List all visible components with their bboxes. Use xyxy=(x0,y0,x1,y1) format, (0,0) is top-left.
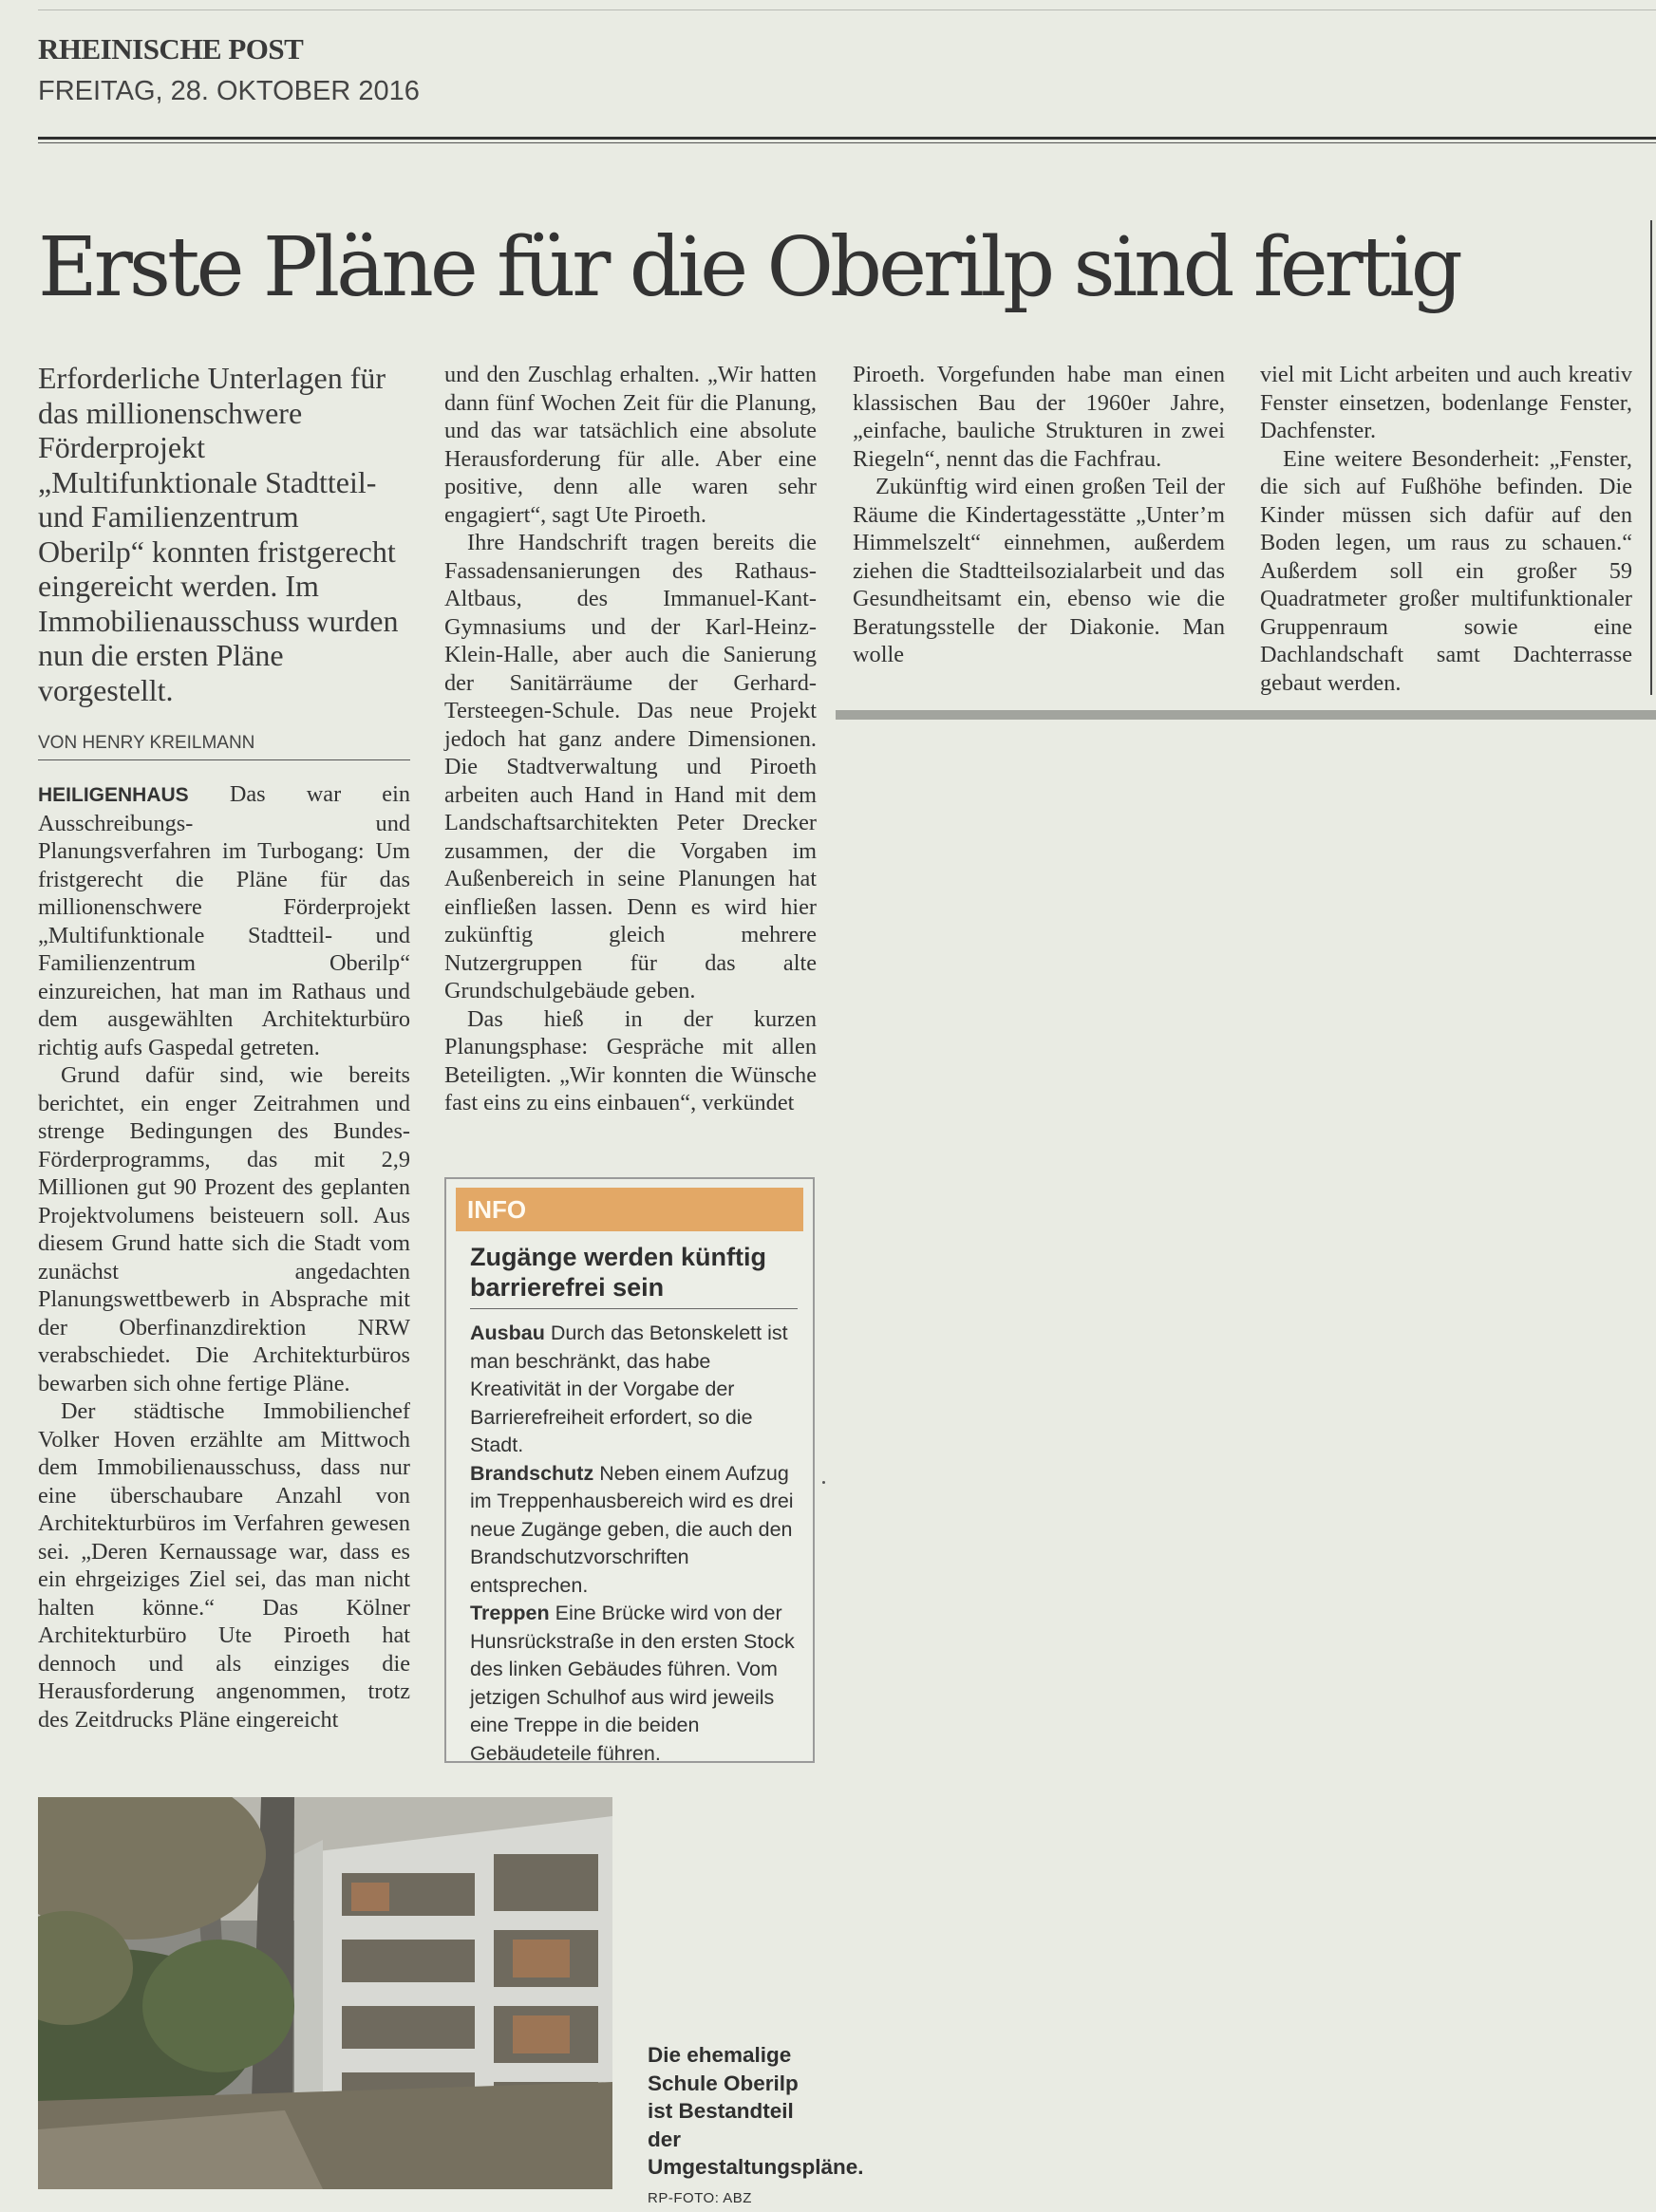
info-box xyxy=(444,1177,815,1763)
article-column-1 xyxy=(38,780,410,1734)
info-item: Treppen Eine Brücke wird von der Hunsrückstraße in den ersten Stock des linken Gebäudes führen. Vom jetzigen Schulhof aus wird jeweils eine Treppe in die beiden Gebäudeteile führen. xyxy=(470,1602,795,1765)
article-lead: Erforderliche Unterlagen für das millionenschwere Förderprojekt „Multifunktionale Stadtteil- und Familienzentrum Oberilp“ konnten fristgerecht eingereicht werden. Im Immobilienausschuss wurden nun die ersten Pläne vorgestellt. xyxy=(38,361,399,707)
body-paragraph: und den Zuschlag erhalten. „Wir hatten dann fünf Wochen Zeit für die Planung, und das war tatsächlich eine absolute Herausforderung für alle. Aber eine positive, denn alle waren sehr engagiert“, sagt Ute Piroeth. xyxy=(444,362,817,528)
header-rule xyxy=(38,137,1656,140)
info-item: Ausbau Durch das Betonskelett ist man beschränkt, das habe Kreativität in der Vorgabe der Barrierefreiheit erfordert, so die Stadt. xyxy=(470,1322,788,1456)
info-rule xyxy=(470,1308,798,1309)
photo-caption: Die ehemalige Schule Oberilp ist Bestandteil der Umgestaltungspläne. RP-FOTO: ABZ xyxy=(648,2043,864,2206)
info-label: INFO xyxy=(467,1195,527,1224)
body-paragraph: Ihre Handschrift tragen bereits die Fassadensanierungen des Rathaus-Altbaus, des Immanuel-Kant-Gymnasiums und der Karl-Heinz-Klein-Halle, aber auch die Sanierung der Sanitärräume der Gerhard-Tersteegen-Schule. Das neue Projekt jedoch hat ganz andere Dimensionen. Die Stadtverwaltung und Piroeth arbeiten auch Hand in Hand mit dem Landschaftsarchitekten Peter Drecker zusammen, der die Vorgaben im Außenbereich in seine Planungen hat einfließen lassen. Denn es wird hier zukünftig gleich mehrere Nutzergruppen für das alte Grundschulgebäude geben. xyxy=(444,530,817,1003)
section-separator-bar xyxy=(836,710,1656,720)
info-label-bar xyxy=(456,1188,803,1231)
print-speck xyxy=(822,1481,825,1484)
dateline-place: HEILIGENHAUS xyxy=(38,784,189,806)
body-paragraph: Piroeth. Vorgefunden habe man einen klassischen Bau der 1960er Jahre, „einfache, bauliche Strukturen in zwei Riegeln“, nennt das die Fachfrau. xyxy=(853,362,1225,472)
body-paragraph: HEILIGENHAUS Das war ein Ausschreibungs- und Planungsverfahren im Turbogang: Um fristgerecht die Pläne für das millionenschwere Förderprojekt „Multifunktionale Stadtteil- und Familienzentrum Oberilp“ einzureichen, hat man im Rathaus und dem ausgewählten Architekturbüro richtig aufs Gaspedal getreten. xyxy=(38,781,410,1060)
article-column-2 xyxy=(444,361,817,1117)
column-edge-rule xyxy=(1650,220,1652,695)
article-byline: VON HENRY KREILMANN xyxy=(38,733,255,753)
article-column-3 xyxy=(853,361,1225,669)
body-paragraph: Eine weitere Besonderheit: „Fenster, die sich auf Fußhöhe befinden. Die Kinder müssen sich dafür auf den Boden legen, um raus zu schauen.“ Außerdem soll ein großer 59 Quadratmeter großer multifunktionaler Gruppenraum sowie eine Dachlandschaft samt Dachterrasse gebaut werden. xyxy=(1260,445,1632,696)
school-photo xyxy=(38,1797,612,2189)
body-paragraph: viel mit Licht arbeiten und auch kreativ Fenster einsetzen, bodenlange Fenster, Dachfenster. xyxy=(1260,362,1632,443)
newspaper-masthead: RHEINISCHE POST xyxy=(38,32,304,66)
byline-rule xyxy=(38,759,410,760)
body-paragraph: Grund dafür sind, wie bereits berichtet, ein enger Zeitrahmen und strenge Bedingungen des Bundes-Förderprogramms, das mit 2,9 Millionen gut 90 Prozent des geplanten Projektvolumens beisteuern soll. Aus diesem Grund hatte sich die Stadt vom zunächst angedachten Planungswettbewerb in Absprache mit der Oberfinanzdirektion NRW verabschiedet. Die Architekturbüros bewarben sich ohne fertige Pläne. xyxy=(38,1062,410,1397)
article-headline: Erste Pläne für die Oberilp sind fertig xyxy=(38,220,1459,315)
info-title: Zugänge werden künftig barrierefrei sein xyxy=(470,1243,767,1302)
photo-credit: RP-FOTO: ABZ xyxy=(648,2189,752,2206)
article-column-4 xyxy=(1260,361,1632,697)
info-item: Brandschutz Neben einem Aufzug im Treppenhausbereich wird es drei neue Zugänge geben, die auch den Brandschutzvorschriften entsprechen. xyxy=(470,1461,794,1597)
publication-date: FREITAG, 28. OKTOBER 2016 xyxy=(38,76,420,106)
info-text xyxy=(470,1320,798,1768)
body-paragraph: Zukünftig wird einen großen Teil der Räume die Kindertagesstätte „Unter’m Himmelszelt“ einnehmen, außerdem ziehen die Stadtteilsozialarbeit und das Gesundheitsamt ein, ebenso wie die Beratungsstelle der Diakonie. Man wolle xyxy=(853,474,1225,667)
header-rule-thin xyxy=(38,142,1656,143)
body-paragraph: Der städtische Immobilienchef Volker Hoven erzählte am Mittwoch dem Immobilienausschuss, dass nur eine überschaubare Anzahl von Architekturbüros im Verfahren gewesen sei. „Deren Kernaussage war, dass es ein ehrgeiziges Ziel sei, das man nicht halten könne.“ Das Kölner Architekturbüro Ute Piroeth hat dennoch und als einziges die Herausforderung angenommen, trotz des Zeitdrucks Pläne eingereicht xyxy=(38,1398,410,1733)
top-rule xyxy=(38,9,1656,10)
body-paragraph: Das hieß in der kurzen Planungsphase: Gespräche mit allen Beteiligten. „Wir konnten die Wünsche fast eins zu eins einbauen“, verkündet xyxy=(444,1005,817,1115)
